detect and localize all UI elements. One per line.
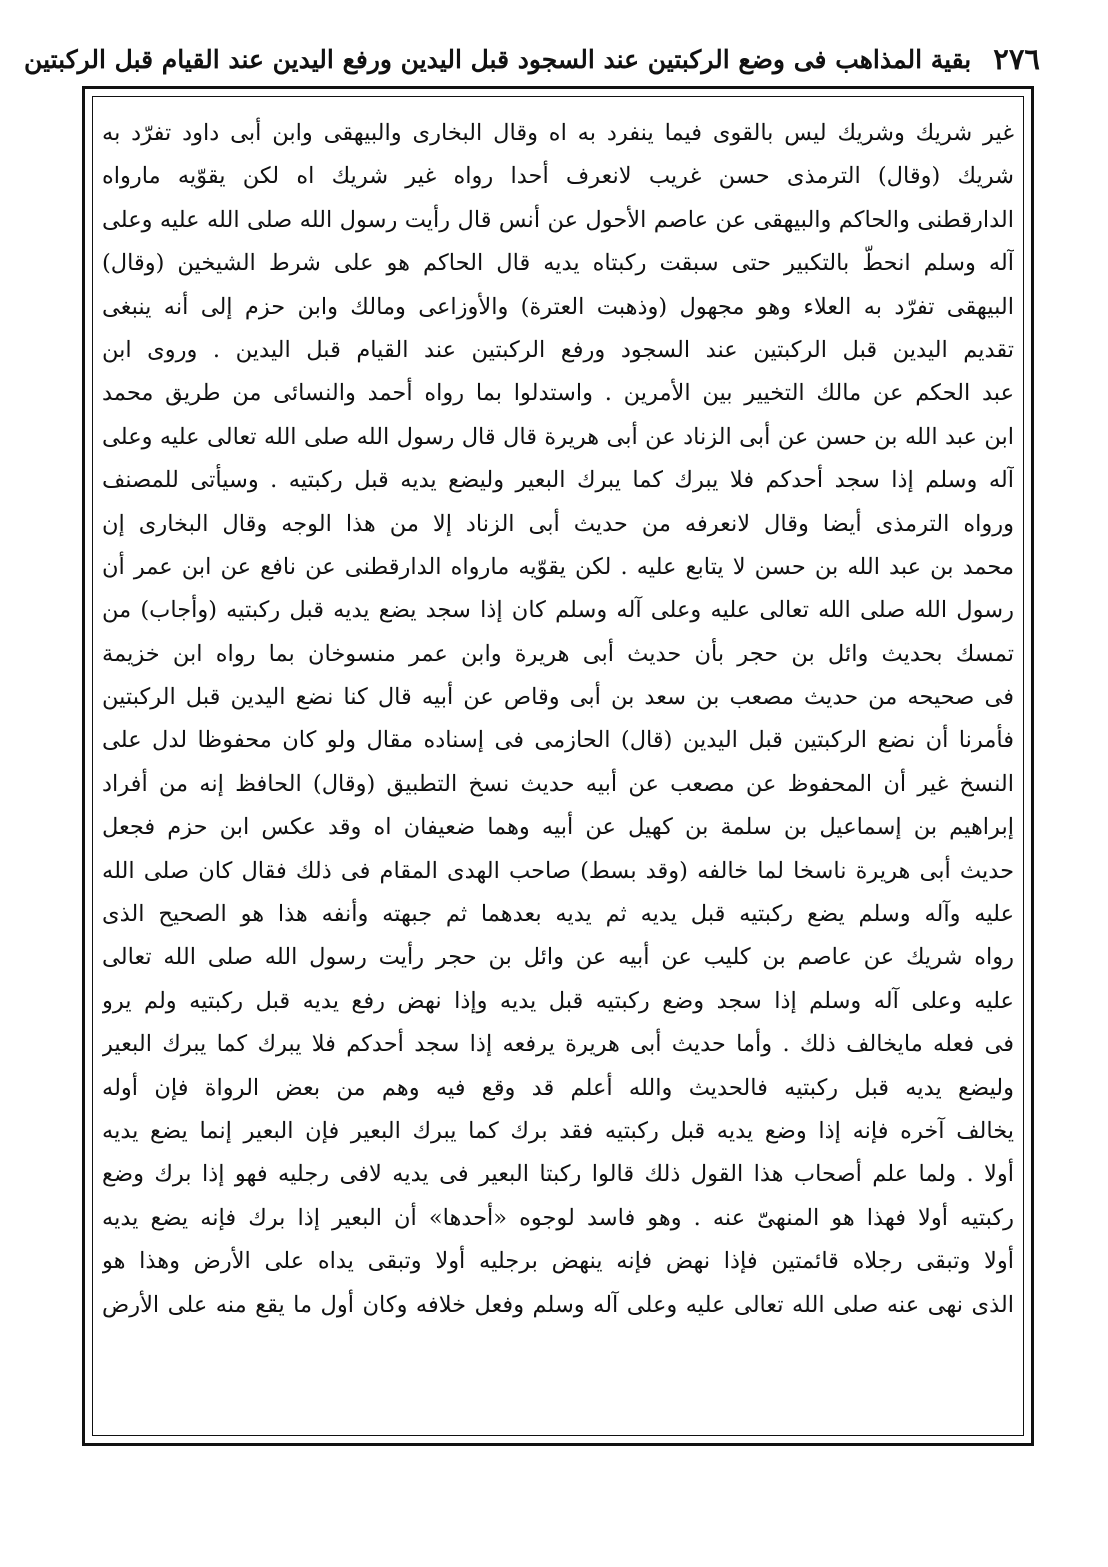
page-number: ٢٧٦ [993,42,1040,76]
text-line: ركبتيه أولا فهذا هو المنهىّ عنه . وهو فاسد لوجوه «أحدها» أن البعير إذا برك فإنه يضع يديه [102,1204,1014,1231]
text-line: ابن عبد الله بن حسن عن أبى الزناد عن أبى هريرة قال قال رسول الله صلى الله تعالى عليه وعلى [102,423,1014,450]
text-line: تقديم اليدين قبل الركبتين عند السجود ورفع الركبتين عند القيام قبل اليدين . وروى ابن [102,336,1014,363]
running-title: بقية المذاهب فى وضع الركبتين عند السجود قبل اليدين ورفع اليدين عند القيام قبل الركبتين [24,44,972,74]
text-line: أولا وتبقى رجلاه قائمتين فإذا نهض فإنه ينهض برجليه أولا وتبقى يداه على الأرض وهذا هو [102,1248,1014,1275]
text-line: البيهقى تفرّد به العلاء وهو مجهول (وذهبت العترة) والأوزاعى ومالك وابن حزم إلى أنه ينبغى [102,293,1014,320]
text-line: رسول الله صلى الله تعالى عليه وعلى آله وسلم كان إذا سجد يضع يديه قبل ركبتيه (وأجاب) من [102,597,1014,624]
text-line: فأمرنا أن نضع الركبتين قبل اليدين (قال) الحازمى فى إسناده مقال ولو كان محفوظا لدل على [102,727,1014,754]
text-line: أولا . ولما علم أصحاب هذا القول ذلك قالوا ركبتا البعير فى يديه لافى رجليه فهو إذا برك وضع [102,1161,1014,1188]
text-line: فى صحيحه من حديث مصعب بن سعد بن أبى وقاص عن أبيه قال كنا نضع اليدين قبل الركبتين [102,684,1014,711]
text-line: آله وسلم انحطّ بالتكبير حتى سبقت ركبتاه يديه قال الحاكم هو على شرط الشيخين (وقال) [102,250,1014,277]
page-header [24,34,1040,84]
text-body [102,112,1014,1370]
text-line: محمد بن عبد الله بن حسن لا يتابع عليه . لكن يقوّيه مارواه الدارقطنى عن نافع عن ابن عمر أن [102,553,1014,580]
text-line: آله وسلم إذا سجد أحدكم فلا يبرك كما يبرك البعير وليضع يديه قبل ركبتيه . وسيأتى للمصنف [102,467,1014,494]
text-line: عليه وعلى آله وسلم إذا سجد وضع ركبتيه قبل يديه وإذا نهض رفع يديه قبل ركبتيه ولم يرو [102,987,1014,1014]
text-line: الذى نهى عنه صلى الله تعالى عليه وعلى آله وسلم وفعل خلافه وكان أول ما يقع منه على الأرض [102,1291,1014,1318]
text-line: النسخ غير أن المحفوظ عن مصعب عن أبيه حديث نسخ التطبيق (وقال) الحافظ إنه من أفراد [102,770,1014,797]
text-line: شريك (وقال) الترمذى حسن غريب لانعرف أحدا رواه غير شريك اه لكن يقوّيه مارواه [102,163,1014,190]
text-line: إبراهيم بن إسماعيل بن سلمة بن كهيل عن أبيه وهما ضعيفان اه وقد عكس ابن حزم فجعل [102,814,1014,841]
text-line: ورواه الترمذى أيضا وقال لانعرفه من حديث أبى الزناد إلا من هذا الوجه وقال البخارى إن [102,510,1014,537]
text-line: يخالف آخره فإنه إذا وضع يديه قبل ركبتيه فقد برك كما يبرك البعير فإن البعير إنما يضع يديه [102,1117,1014,1144]
text-line: عليه وآله وسلم يضع ركبتيه قبل يديه ثم يديه بعدهما ثم جبهته وأنفه هذا هو الصحيح الذى [102,901,1014,928]
text-line: حديث أبى هريرة ناسخا لما خالفه (وقد بسط) صاحب الهدى المقام فى ذلك فقال كان صلى الله [102,857,1014,884]
text-line: فى فعله مايخالف ذلك . وأما حديث أبى هريرة يرفعه إذا سجد أحدكم فلا يبرك كما يبرك البعير [102,1031,1014,1058]
text-line: غير شريك وشريك ليس بالقوى فيما ينفرد به اه وقال البخارى والبيهقى وابن أبى داود تفرّد به [102,120,1014,146]
text-line [102,1327,1014,1370]
text-line: عبد الحكم عن مالك التخيير بين الأمرين . واستدلوا بما رواه أحمد والنسائى من طريق محمد [102,380,1014,407]
text-line: وليضع يديه قبل ركبتيه فالحديث والله أعلم قد وقع فيه وهم من بعض الرواة فإن أوله [102,1074,1014,1101]
text-line: تمسك بحديث وائل بن حجر بأن حديث أبى هريرة وابن عمر منسوخان بما رواه ابن خزيمة [102,640,1014,667]
text-line: رواه شريك عن عاصم بن كليب عن أبيه عن وائل بن حجر رأيت رسول الله صلى الله تعالى [102,944,1014,971]
text-line: الدارقطنى والحاكم والبيهقى عن عاصم الأحول عن أنس قال رأيت رسول الله صلى الله عليه وعلى [102,206,1014,233]
